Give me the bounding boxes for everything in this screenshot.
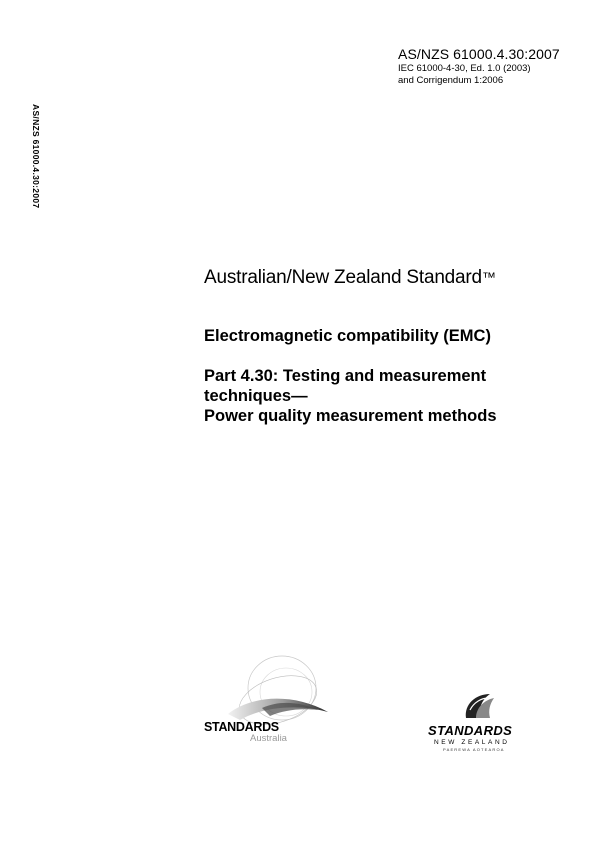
- standards-new-zealand-maori-subtext: PAEREWA AOTEAROA: [443, 747, 505, 752]
- standards-australia-subtext: Australia: [250, 733, 287, 744]
- reference-block: [398, 46, 588, 87]
- corrigendum-reference: and Corrigendum 1:2006: [398, 75, 504, 86]
- standard-type-heading: [204, 266, 584, 290]
- document-part-title: [204, 366, 584, 426]
- standards-new-zealand-subtext: NEW ZEALAND: [434, 739, 510, 746]
- document-subject: Electromagnetic compatibility (EMC): [204, 327, 491, 345]
- standards-australia-logo: [200, 648, 340, 758]
- trademark-symbol: ™: [481, 269, 496, 285]
- spine-label: [31, 104, 41, 224]
- part-title-line: Power quality measurement methods: [204, 407, 497, 425]
- part-title-line: Part 4.30: Testing and measurement: [204, 367, 487, 385]
- standard-designation: AS/NZS 61000.4.30:2007: [398, 46, 560, 62]
- standard-type-text: Australian/New Zealand Standard: [204, 267, 482, 288]
- standards-new-zealand-emblem-icon: [420, 688, 530, 728]
- standards-australia-wordmark: STANDARDS: [204, 720, 279, 734]
- standards-new-zealand-wordmark: STANDARDS: [428, 723, 513, 738]
- spine-designation: AS/NZS 61000.4.30:2007: [31, 104, 41, 209]
- standards-new-zealand-logo: [420, 688, 530, 758]
- title-block: [204, 266, 584, 426]
- part-title-line: techniques—: [204, 387, 308, 405]
- iec-reference: IEC 61000-4-30, Ed. 1.0 (2003): [398, 63, 531, 74]
